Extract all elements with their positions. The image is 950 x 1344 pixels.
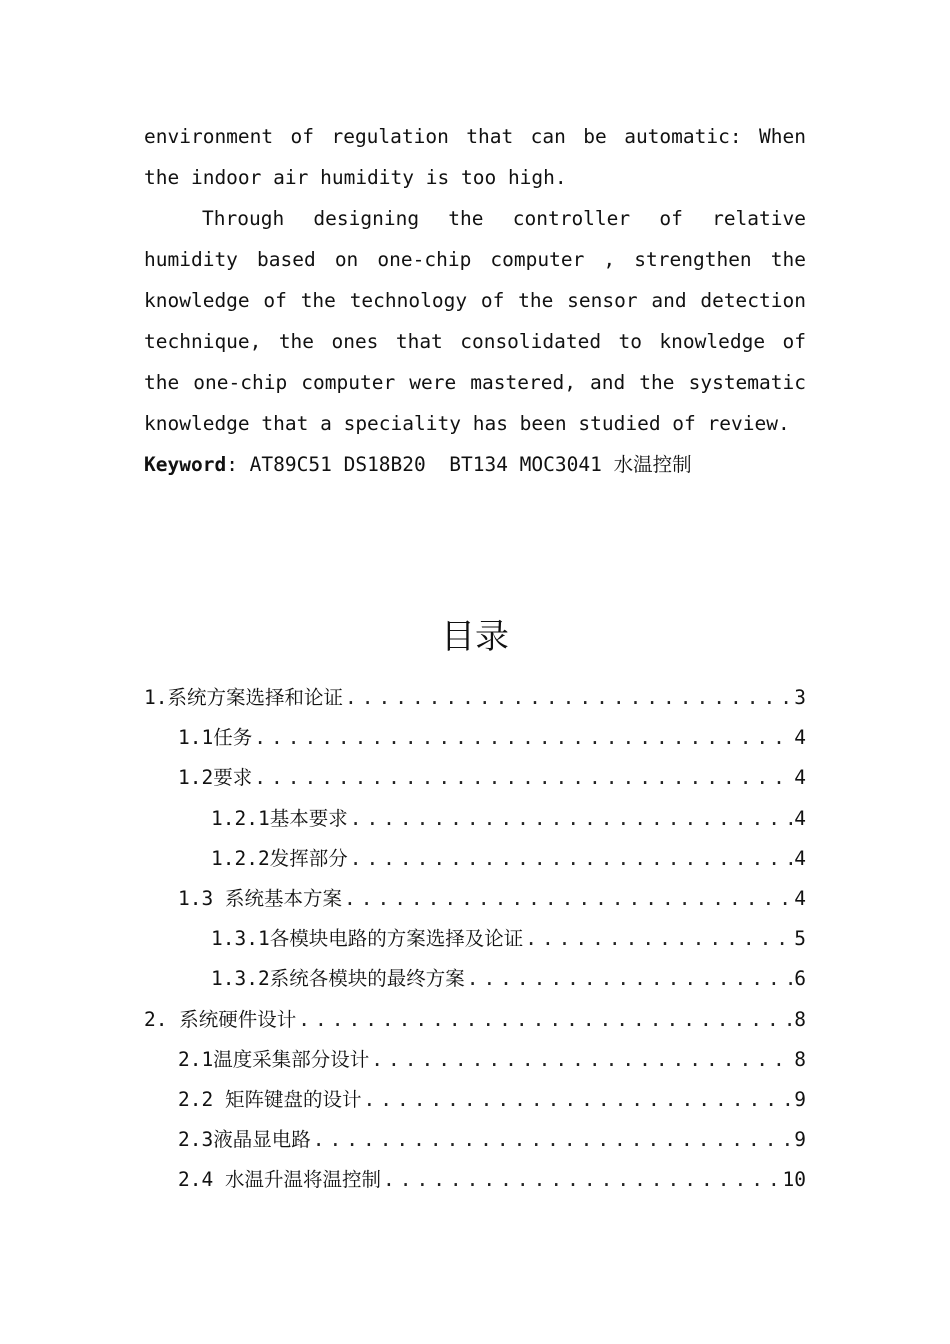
toc-dot-leader — [363, 1080, 792, 1120]
toc-entry-text: 1.1任务 — [178, 726, 253, 750]
toc-entry[interactable] — [144, 799, 806, 839]
toc-dot-leader — [350, 839, 793, 879]
toc-entry-text: 2.4 水温升温将温控制 — [178, 1168, 381, 1192]
toc-entry-page: 8 — [794, 1007, 806, 1031]
keyword-line — [144, 444, 806, 485]
toc-entry-text: 2.3液晶显电路 — [178, 1128, 311, 1152]
toc-entry-page: 9 — [794, 1087, 806, 1111]
toc-entry-text: 1.2要求 — [178, 766, 253, 790]
toc-entry-page: 4 — [794, 806, 806, 830]
toc-entry[interactable] — [144, 758, 806, 798]
toc-entry-page: 8 — [794, 1047, 806, 1071]
toc-entry-page: 6 — [794, 967, 806, 991]
toc-entry-text: 1.2.2发挥部分 — [211, 846, 348, 870]
toc-entry-page: 4 — [794, 846, 806, 870]
toc-entry-text: 2. 系统硬件设计 — [144, 1007, 297, 1031]
toc-dot-leader — [467, 959, 793, 999]
toc-dot-leader — [383, 1160, 781, 1200]
toc-entry[interactable] — [144, 718, 806, 758]
toc-entry-text: 1.系统方案选择和论证 — [144, 686, 343, 709]
toc-entry-text: 1.3.2系统各模块的最终方案 — [211, 967, 465, 991]
toc-dot-leader — [525, 919, 792, 959]
toc-entry-page: 4 — [794, 726, 806, 750]
toc-entry[interactable] — [144, 1080, 806, 1120]
toc-entry-page: 5 — [794, 927, 806, 951]
toc-dot-leader — [345, 678, 792, 718]
toc-entry[interactable] — [144, 678, 806, 718]
toc-entry-text: 2.1温度采集部分设计 — [178, 1047, 370, 1071]
keyword-value: : AT89C51 DS18B20 BT134 MOC3041 水温控制 — [226, 453, 692, 476]
abstract-paragraph-2: Through designing the controller of relative humidity based on one-chip computer , strengthen the knowledge of the technology of the sensor and detection technique, the ones that consolidated to knowledge of the one-chip computer were mastered, and the systematic knowledge that a speciality has been studied of review. — [144, 207, 806, 435]
toc-entry[interactable] — [144, 1000, 806, 1040]
keyword-label: Keyword — [144, 453, 227, 476]
toc-entry[interactable] — [144, 839, 806, 879]
toc-dot-leader — [344, 879, 792, 919]
toc-dot-leader — [254, 758, 792, 798]
toc-entry-page: 4 — [794, 766, 806, 790]
toc-title: 目录 — [441, 617, 509, 657]
toc-entry-page: 9 — [794, 1128, 806, 1152]
toc-entry-page: 10 — [782, 1168, 806, 1192]
abstract-section — [144, 116, 806, 485]
toc-dot-leader — [350, 799, 793, 839]
toc-entry-text: 1.3 系统基本方案 — [178, 886, 342, 910]
abstract-paragraph-1: environment of regulation that can be automatic: When the indoor air humidity is too high. — [144, 125, 806, 189]
toc-entry[interactable] — [144, 919, 806, 959]
toc-entry-text: 1.2.1基本要求 — [211, 806, 348, 830]
toc-entry-text: 1.3.1各模块电路的方案选择及论证 — [211, 927, 524, 951]
toc-entry-text: 2.2 矩阵键盘的设计 — [178, 1087, 362, 1111]
toc-entry-page: 4 — [794, 886, 806, 910]
toc-entry[interactable] — [144, 1040, 806, 1080]
toc-dot-leader — [298, 1000, 792, 1040]
toc-entry-page: 3 — [794, 686, 806, 709]
toc-dot-leader — [313, 1120, 793, 1160]
toc-entry[interactable] — [144, 959, 806, 999]
toc-dot-leader — [254, 718, 792, 758]
toc-entry[interactable] — [144, 879, 806, 919]
toc-entry[interactable] — [144, 1160, 806, 1200]
toc-dot-leader — [371, 1040, 792, 1080]
table-of-contents — [144, 678, 806, 1200]
toc-entry[interactable] — [144, 1120, 806, 1160]
